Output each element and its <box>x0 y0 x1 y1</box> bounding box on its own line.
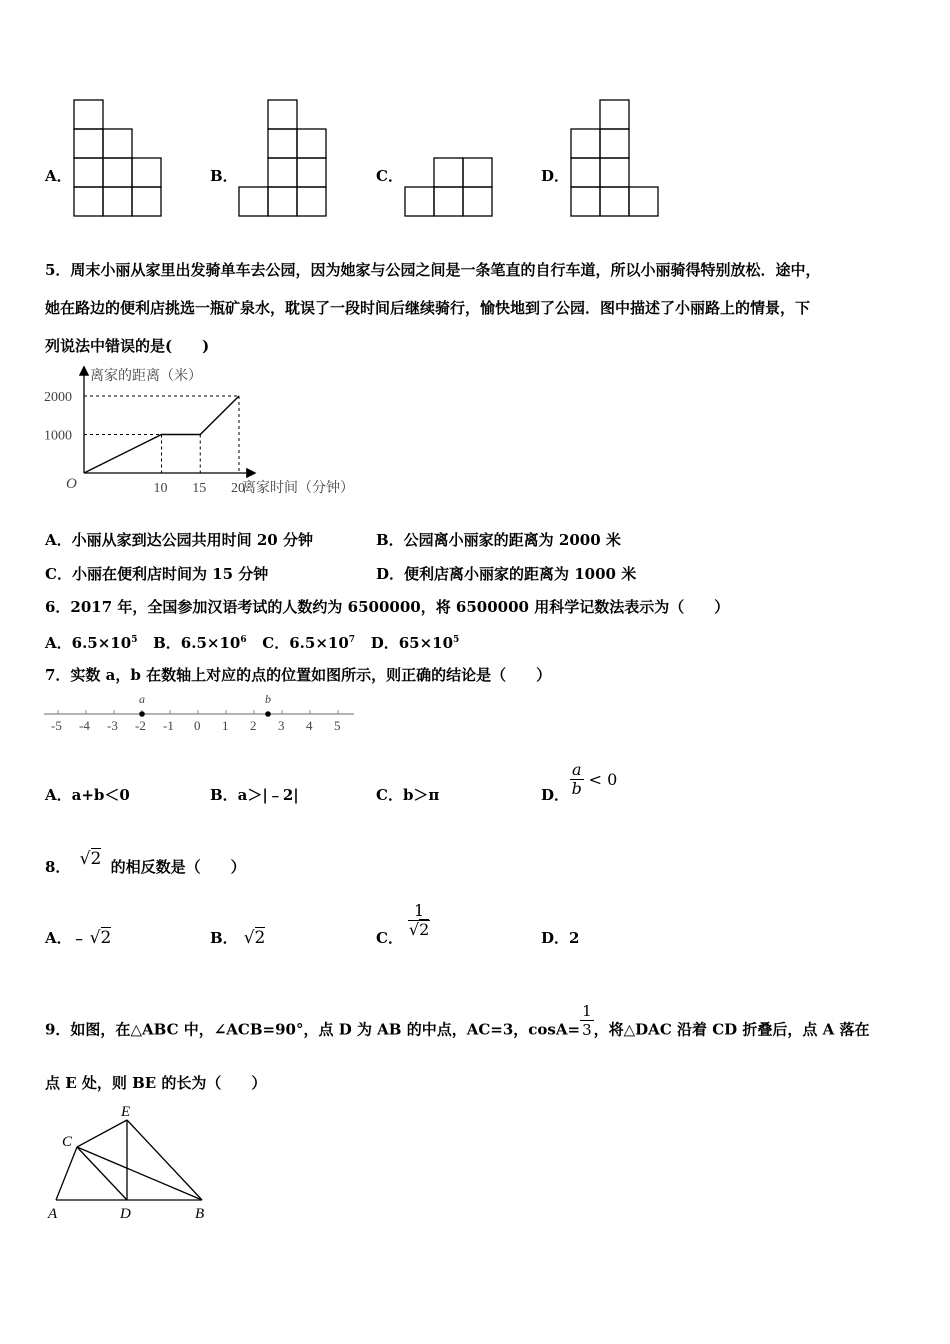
segment-AC <box>56 1147 77 1200</box>
q4-option-a-label: A． <box>45 167 72 185</box>
point-label-D: D <box>120 1206 131 1222</box>
tick-label: -1 <box>163 718 174 733</box>
tick-label: -3 <box>107 718 118 733</box>
q5-option-b: B．公园离小丽家的距离为 2000 米 <box>376 531 621 549</box>
point-b-label: b <box>265 692 271 706</box>
x-axis-label: 离家时间（分钟） <box>242 481 354 496</box>
q5-option-c: C．小丽在便利店时间为 15 分钟 <box>45 565 269 583</box>
frac-denominator: 3 <box>582 1021 592 1039</box>
frac-relation: < 0 <box>588 770 618 789</box>
tick-label: 1 <box>222 718 229 733</box>
x-tick-label: 15 <box>192 481 207 496</box>
tick-label: -5 <box>51 718 62 733</box>
q7-number-line <box>42 690 360 734</box>
x-tick-label: 20 <box>231 481 245 496</box>
q7-option-d-expression <box>570 761 617 798</box>
q5-distance-time-chart <box>38 362 388 502</box>
q6-option-a: A．$6.5\times 10^5$ <box>45 634 138 652</box>
q4-figure-c <box>403 156 495 220</box>
q9-triangle-figure <box>44 1100 214 1226</box>
q4-option-b-label: B． <box>210 167 238 185</box>
q4-figure-a <box>72 98 164 220</box>
q7-option-a: A．a+b＜0 <box>45 786 130 804</box>
q7-option-c: C．b＞π <box>376 786 440 804</box>
tick-label: 5 <box>334 718 341 733</box>
point-a-label: a <box>139 692 145 706</box>
frac-numerator: 1 <box>408 902 430 921</box>
sqrt-expression: √2 <box>79 849 102 869</box>
q5-stem-line1: 5．周末小丽从家里出发骑单车去公园，因为她家与公园之间是一条笔直的自行车道，所以小丽骑得特别放松．途中， <box>45 261 821 279</box>
q7-stem: 7．实数 a，b 在数轴上对应的点的位置如图所示，则正确的结论是（ ） <box>45 666 552 684</box>
q4-option-c-label: C． <box>376 167 403 185</box>
tick-label: -4 <box>79 718 90 733</box>
q6-option-b: B．$6.5\times 10^6$ <box>153 634 247 652</box>
point-label-C: C <box>62 1134 73 1150</box>
q5-stem-line3: 列说法中错误的是( ) <box>45 337 210 355</box>
q8-option-d: D．2 <box>541 929 580 947</box>
point-a-dot <box>139 711 145 717</box>
tick-label: 0 <box>194 718 201 733</box>
point-label-B: B <box>195 1206 205 1222</box>
point-b-dot <box>265 711 271 717</box>
frac-denominator: b <box>571 779 582 798</box>
q8-option-c-expression <box>408 902 430 939</box>
tick-label: 2 <box>250 718 257 733</box>
frac-denominator: √2 <box>408 920 430 939</box>
q4-figure-b <box>237 98 329 220</box>
q7-option-b: B．a＞|﹣2| <box>210 786 299 804</box>
q5-option-a: A．小丽从家到达公园共用时间 20 分钟 <box>45 531 313 549</box>
q6-stem: 6．2017 年，全国参加汉语考试的人数约为 6500000，将 6500000 用科学记数法表示为（ ） <box>45 598 730 616</box>
tick-label: -2 <box>135 718 146 733</box>
q9-stem-line1: 9．如图，在△ABC 中，∠ACB=90°，点 D 为 AB 的中点，AC=3，cosA= $\frac{1}{3}$ ，将△DAC 沿着 CD 折叠后，点 A 落在 <box>45 1002 870 1039</box>
segment-CB <box>77 1147 202 1200</box>
q6-options <box>45 632 459 653</box>
frac-numerator: 1 <box>582 1002 592 1020</box>
origin-label: O <box>66 476 77 492</box>
tick-label: 3 <box>278 718 285 733</box>
q5-option-d: D．便利店离小丽家的距离为 1000 米 <box>376 565 637 583</box>
q6-option-d: D．$65\times 10^5$ <box>370 634 460 652</box>
segment-EB <box>127 1120 202 1200</box>
frac-numerator: a <box>572 760 582 779</box>
q9-stem-line2: 点 E 处，则 BE 的长为（ ） <box>45 1074 267 1092</box>
q8-option-a: A．﹣ √2 <box>45 928 112 948</box>
x-tick-label: 10 <box>153 481 168 496</box>
segment-CD <box>77 1147 127 1200</box>
q6-option-c: C．$6.5\times 10^7$ <box>262 634 356 652</box>
q8-option-b: B． √2 <box>210 928 266 948</box>
segment-CE <box>77 1120 127 1147</box>
tick-label: 4 <box>306 718 313 733</box>
y-axis-label: 离家的距离（米） <box>90 369 202 384</box>
y-tick-label: 2000 <box>44 390 72 405</box>
q8-stem: 8． √2 的相反数是（ ） <box>45 849 246 876</box>
q8-option-c-label: C． <box>376 929 403 947</box>
q4-figure-d <box>569 98 661 220</box>
q4-option-d-label: D． <box>541 167 570 185</box>
q7-option-d-label: D． <box>541 786 570 804</box>
point-label-A: A <box>48 1206 58 1222</box>
q5-stem-line2: 她在路边的便利店挑选一瓶矿泉水，耽误了一段时间后继续骑行，愉快地到了公园．图中描述了小丽路上的情景，下 <box>45 299 811 317</box>
point-label-E: E <box>121 1104 131 1120</box>
y-tick-label: 1000 <box>44 428 72 444</box>
